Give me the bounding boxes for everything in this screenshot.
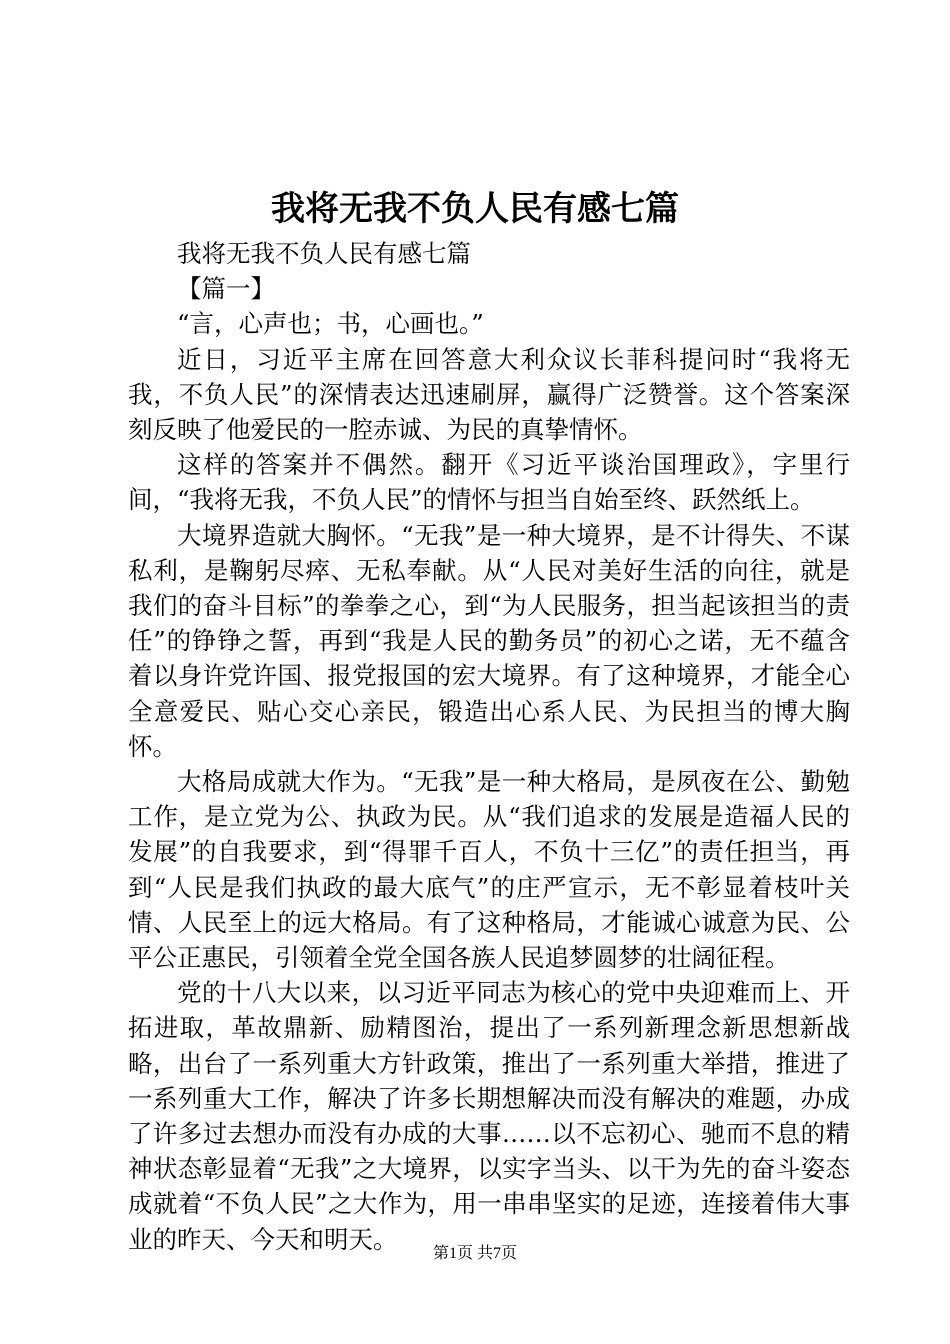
document-body [128,236,850,1257]
document-title: 我将无我不负人民有感七篇 [271,189,679,229]
paragraph-quote: “言，心声也；书，心画也。” [177,309,484,339]
paragraph: 近日，习近平主席在回答意大利众议长菲科提问时“我将无我，不负人民”的深情表达迅速刷屏，赢得广泛赞誉。这个答案深刻反映了他爱民的一腔赤诚、为民的真挚情怀。 [128,344,850,445]
paragraph: 大格局成就大作为。“无我”是一种大格局，是夙夜在公、勤勉工作，是立党为公、执政为民。从“我们追求的发展是造福人民的发展”的自我要求，到“得罪千百人，不负十三亿”的责任担当，再到“人民是我们执政的最大底气”的庄严宣示，无不彰显着枝叶关情、人民至上的远大格局。有了这种格局，才能诚心诚意为民、公平公正惠民，引领着全党全国各族人民追梦圆梦的壮阔征程。 [128,767,850,973]
paragraph-section-heading: 【篇一】 [177,274,275,304]
paragraph: 党的十八大以来，以习近平同志为核心的党中央迎难而上、开拓进取，革故鼎新、励精图治，提出了一系列新理念新思想新战略，出台了一系列重大方针政策，推出了一系列重大举措，推进了一系列重大工作，解决了许多长期想解决而没有解决的难题，办成了许多过去想办而没有办成的大事……以不忘初心、驰而不息的精神状态彰显着“无我”之大境界，以实字当头、以干为先的奋斗姿态成就着“不负人民”之大作为，用一串串坚实的足迹，连接着伟大事业的昨天、今天和明天。 [128,978,850,1254]
paragraph: 这样的答案并不偶然。翻开《习近平谈治国理政》，字里行间，“我将无我，不负人民”的情怀与担当自始至终、跃然纸上。 [128,450,850,515]
page-footer [0,1242,950,1266]
page-indicator: 第1页 共7页 [432,1245,517,1262]
paragraph-subtitle: 我将无我不负人民有感七篇 [177,239,471,268]
paragraph: 大境界造就大胸怀。“无我”是一种大境界，是不计得失、不谋私利，是鞠躬尽瘁、无私奉献。从“人民对美好生活的向往，就是我们的奋斗目标”的拳拳之心，到“为人民服务，担当起该担当的责任”的铮铮之誓，再到“我是人民的勤务员”的初心之诺，无不蕴含着以身许党许国、报党报国的宏大境界。有了这种境界，才能全心全意爱民、贴心交心亲民，锻造出心系人民、为民担当的博大胸怀。 [128,520,850,761]
